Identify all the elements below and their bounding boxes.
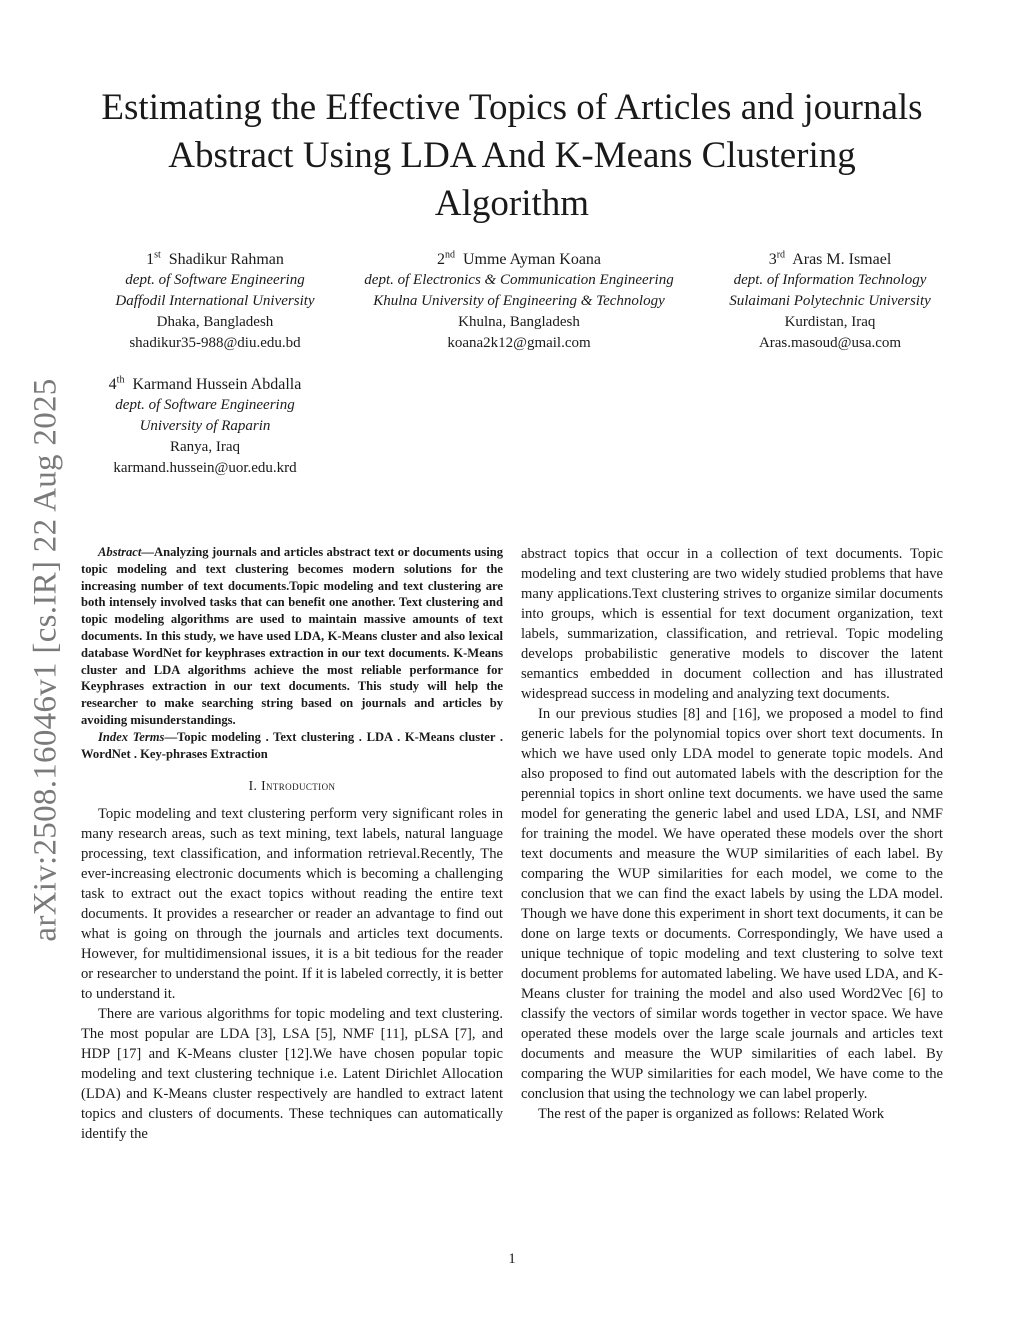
paper-title: Estimating the Effective Topics of Articles and journals Abstract Using LDA And K-Means Clustering Algorithm [101,87,923,224]
page-number: 1 [508,1251,516,1267]
body-paragraph: There are various algorithms for topic modeling and text clustering. The most popular are LDA [3], LSA [5], NMF [11], pLSA [7], and HDP [17] and K-Means cluster [12].We have chosen popular topic modeling and text clustering technique i.e. Latent Dirichlet Allocation (LDA) and K-Means cluster respectively are handled to extract latent topics and clusters of documents. These techniques can automatically identify the [81,1006,503,1143]
author-location: Dhaka, Bangladesh [156,314,274,330]
body-paragraph: abstract topics that occur in a collection of text documents. Topic modeling and text clustering are two widely studied problems that have many applications.Text clustering strives to organize similar documents into groups, which is essential for text document organization, text labels, summarization, classification, and retrieval. Topic modeling develops probabilistic generative models to discover the latent semantics embedded in document collection and has illustrated widespread success in modeling and analyzing text documents. [521,546,943,702]
author-email: karmand.hussein@uor.edu.krd [113,460,297,476]
author-block-1 [80,249,350,354]
author-block-2 [336,249,702,354]
body-paragraph: In our previous studies [8] and [16], we proposed a model to find generic labels for the polynomial topics over short text documents. In which we have used only LDA model to generate topic models. And also proposed to find out automated labels with the description for the perennial topics in short online text documents. we have used the same model for generating the generic label and used LDA, LSI, and NMF for training the model. We have operated these models over the short text documents and measure the WUP similarities of each label. By comparing the WUP similarities for each model, we come to the conclusion that we can find the exact labels by using the LDA model. Though we have done this experiment in short text documents, it can be done on large texts or documents. Correspondingly, We have used a unique technique of topic modeling and text clustering to solve text document problems for automated labeling. We have used LDA, and K-Means cluster for training the model and also used Word2Vec [6] to classify the vectors of similar words together in vector space. We have operated these models over the large scale journals and articles text documents and measure the WUP similarities of each label. By comparing the WUP similarities for each model, We have come to the conclusion that using the technology we can label properly. [521,706,943,1102]
author-dept: dept. of Information Technology [733,272,927,288]
body-paragraph: Topic modeling and text clustering perform very significant roles in many research areas, such as text mining, text labels, natural language processing, text classification, and information retrieval.Recently, The ever-increasing electronic documents which is becoming a challenging task to extract out the exact topics without reading the entire text documents. It provides a researcher or reader an advantage to find out what is going on through the journals and articles text documents. However, for multidimensional issues, it is a bit tedious for the reader or researcher to understand the point. If it is labeled correctly, it is better to understand it. [81,806,503,1003]
author-name: 4th Karmand Hussein Abdalla [108,374,302,393]
author-location: Ranya, Iraq [170,439,240,455]
index-terms-text: —Topic modeling . Text clustering . LDA . K-Means cluster . WordNet . Key-phrases Extraction [81,729,504,761]
author-university: University of Raparin [139,418,271,434]
author-name: 2nd Umme Ayman Koana [436,249,602,268]
author-university: Sulaimani Polytechnic University [729,293,931,309]
author-location: Kurdistan, Iraq [784,314,876,330]
section-heading-introduction: I. Introduction [248,778,336,794]
author-dept: dept. of Electronics & Communication Engineering [364,272,674,288]
arxiv-identifier-stamp: arXiv:2508.16046v1 [cs.IR] 22 Aug 2025 [27,378,64,942]
abstract-text: —Analyzing journals and articles abstract text or documents using topic modeling and text clustering becomes modern solutions for the increasing number of text documents.Topic modeling and text clustering are both intensely involved tasks that can benefit one another. Text clustering and topic modeling algorithms are used to maintain massive amounts of text documents. In this study, we have used LDA, K-Means cluster and also lexical database WordNet for keyphrases extraction in our text documents. K-Means cluster and LDA algorithms achieve the most reliable performance for Keyphrases extraction in our text documents. This study will help the researcher to make searching string based on journals and articles by avoiding misunderstandings. [81,545,503,727]
author-block-4 [60,374,350,479]
abstract-label: Abstract [98,545,142,559]
right-column [521,544,943,1124]
author-email: shadikur35-988@diu.edu.bd [129,335,301,351]
author-name: 1st Shadikur Rahman [146,249,284,268]
index-terms-label: Index Terms [98,729,165,744]
index-terms [81,729,503,763]
author-university: Khulna University of Engineering & Technology [373,293,665,309]
abstract [81,544,503,729]
author-location: Khulna, Bangladesh [458,314,580,330]
author-email: koana2k12@gmail.com [447,335,591,351]
author-email: Aras.masoud@usa.com [758,335,902,351]
author-block-3 [700,249,960,354]
author-name: 3rd Aras M. Ismael [768,249,892,268]
author-dept: dept. of Software Engineering [115,397,295,413]
left-column [81,544,503,1144]
author-university: Daffodil International University [115,293,315,309]
author-dept: dept. of Software Engineering [125,272,305,288]
body-paragraph: The rest of the paper is organized as follows: Related Work [538,1106,885,1122]
